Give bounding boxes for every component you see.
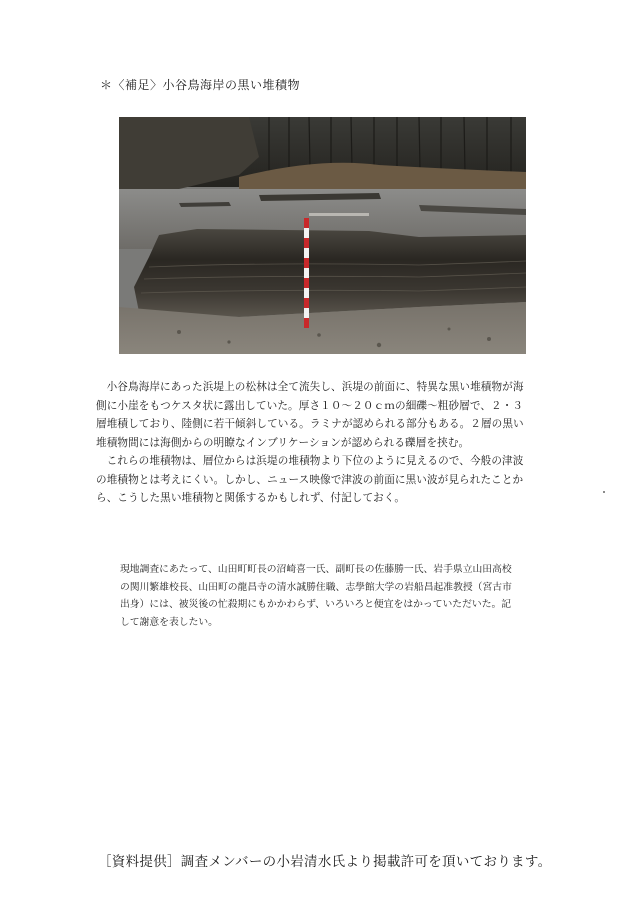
acknowledgement-text [120,561,520,631]
paragraph: 小谷鳥海岸にあった浜堤上の松林は全て流失し、浜堤の前面に、特異な黒い堆積物が海側に小崖をもつケスタ状に露出していた。厚さ１０～２０ｃｍの細礫～粗砂層で、２・３層堆積しており、陸側に若干傾斜している。ラミナが認められる部分もある。２層の黒い堆積物間には海側からの明瞭なインブリケーションが認められる礫層を挟む。 [96,381,524,449]
photo-image [119,117,526,354]
scan-speck [603,491,605,493]
paragraph: これらの堆積物は、層位からは浜堤の堆積物より下位のように見えるので、今般の津波の堆積物とは考えにくい。しかし、ニュース映像で津波の前面に黒い波が見られたことから、こうした黒い堆積物と関係するかもしれず、付記しておく。 [96,455,524,504]
measuring-staff [304,218,309,328]
section-heading: ＊〈補足〉小谷鳥海岸の黒い堆積物 [100,78,301,92]
acknowledgement-paragraph: 現地調査にあたって、山田町町長の沼崎喜一氏、副町長の佐藤勝一氏、岩手県立山田高校の関川繁雄校長、山田町の龍昌寺の清水誠勝住職、志學館大学の岩船昌起准教授（宮古市出身）には、被災後の忙殺期にもかかわらず、いろいろと便宜をはかっていただいた。記して謝意を表したい。 [120,564,512,628]
deposit-photo [119,117,526,354]
footer-note: ［資料提供］調査メンバーの小岩清水氏より掲載許可を頂いております。 [98,854,552,870]
description-text [96,378,533,508]
